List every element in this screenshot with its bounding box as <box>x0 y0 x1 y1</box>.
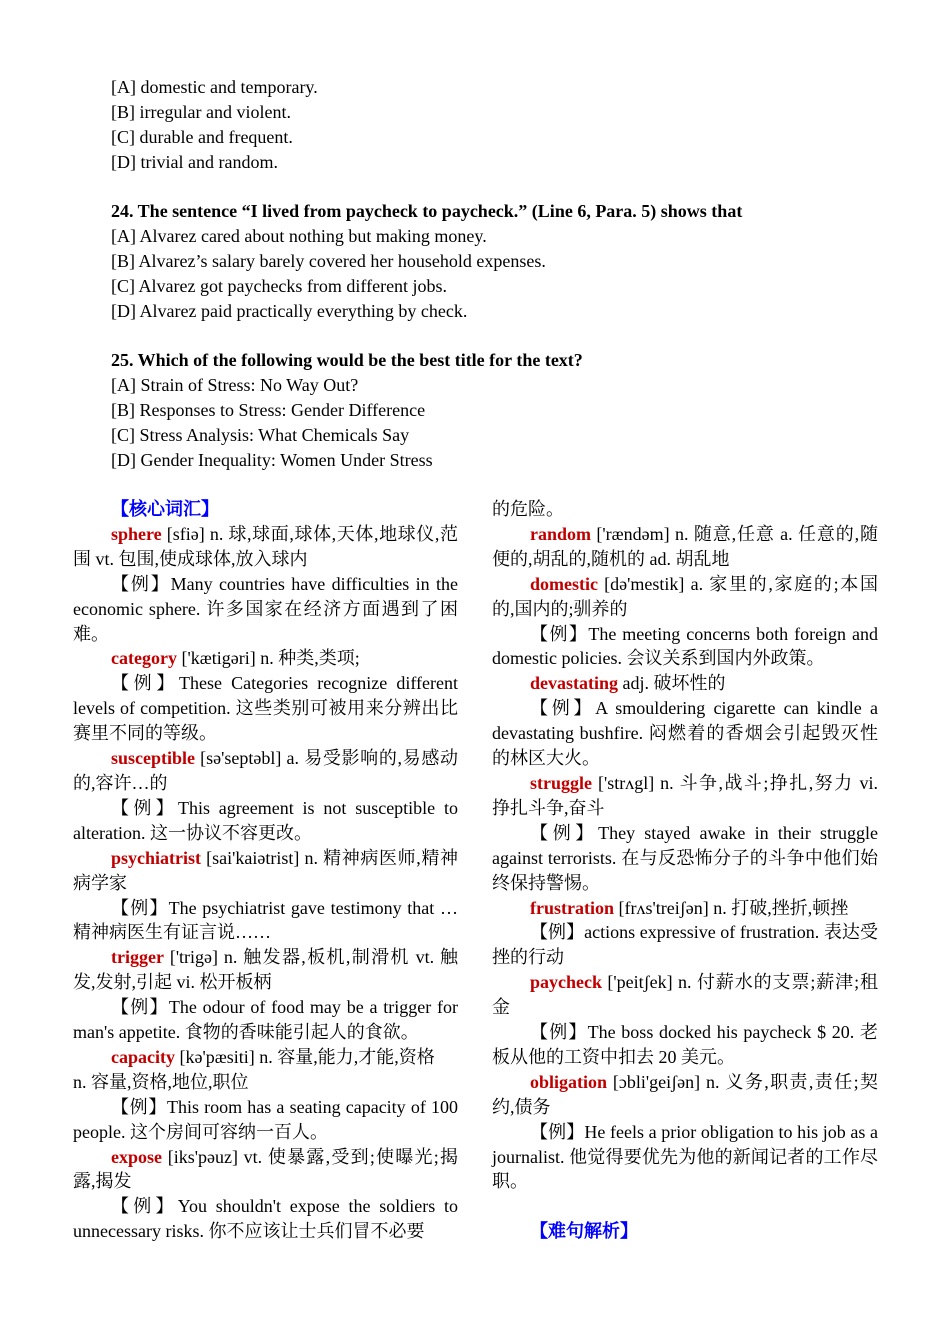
vocab-heading <box>73 497 458 522</box>
q23-option-b: [B] irregular and violent. <box>111 102 291 122</box>
definition-capacity-extra: n. 容量,资格,地位,职位 <box>73 1071 249 1092</box>
vocab-entry-expose <box>73 1145 458 1195</box>
definition: [frʌs'treiʃən] n. 打破,挫折,顿挫 <box>614 897 849 918</box>
vocab-left-column <box>73 497 458 1244</box>
difficult-sentences-heading <box>492 1219 878 1244</box>
definition: adj. 破坏性的 <box>618 673 726 694</box>
example-trigger: 【例】The odour of food may be a trigger for man's appetite. 食物的香味能引起人的食欲。 <box>73 997 458 1043</box>
definition: ['strʌgl] n. 斗争,战斗;挣扎,努力 vi. 挣扎斗争,奋斗 <box>492 772 878 818</box>
example-expose-continued: 的危险。 <box>492 499 564 519</box>
example-domestic: 【例】The meeting concerns both foreign and domestic policies. 会议关系到国内外政策。 <box>492 623 878 669</box>
headword: category <box>111 648 177 669</box>
headword: capacity <box>111 1046 175 1067</box>
headword: devastating <box>530 673 619 694</box>
q24-option-c: [C] Alvarez got paychecks from different jobs. <box>111 276 448 296</box>
example-category: 【例】These Categories recognize different levels of competition. 这些类别可被用来分辨出比赛里不同的等级。 <box>73 673 458 744</box>
q24-option-d: [D] Alvarez paid practically everything by check. <box>111 301 468 321</box>
q23-option-a: [A] domestic and temporary. <box>111 77 318 97</box>
q24-question: 24. The sentence “I lived from paycheck to paycheck.” (Line 6, Para. 5) shows that <box>111 201 743 221</box>
vocab-entry-frustration <box>492 896 878 921</box>
vocab-entry-category <box>73 646 458 671</box>
q23-option-c: [C] durable and frequent. <box>111 127 293 147</box>
headword: sphere <box>111 523 162 544</box>
headword: paycheck <box>530 972 602 993</box>
vocab-entry-sphere <box>73 522 458 572</box>
headword: struggle <box>530 772 592 793</box>
headword: domestic <box>530 573 598 594</box>
example-susceptible: 【例】This agreement is not susceptible to alteration. 这一协议不容更改。 <box>73 797 458 843</box>
vocab-entry-struggle <box>492 771 878 821</box>
headword: susceptible <box>111 748 196 769</box>
definition: [sə'septəbl] a. 易受影响的,易感动的,容许…的 <box>73 748 458 793</box>
definition: [sfiə] n. 球,球面,球体,天体,地球仪,范围 vt. 包围,使成球体,放入球内 <box>73 523 458 569</box>
vocab-entry-paycheck <box>492 970 878 1020</box>
definition: [sai'kaiətrist] n. 精神病医师,精神病学家 <box>73 847 458 893</box>
q25-option-a: [A] Strain of Stress: No Way Out? <box>111 375 359 395</box>
headword: random <box>530 523 592 544</box>
example-psychiatrist: 【例】The psychiatrist gave testimony that … 精神病医生有证言说…… <box>73 897 458 943</box>
q24-option-b: [B] Alvarez’s salary barely covered her household expenses. <box>111 251 546 271</box>
vocab-entry-capacity <box>73 1045 458 1070</box>
example-paycheck: 【例】The boss docked his paycheck $ 20. 老板从他的工资中扣去 20 美元。 <box>492 1022 878 1067</box>
q25-question: 25. Which of the following would be the best title for the text? <box>111 350 583 370</box>
example-sphere: 【例】Many countries have difficulties in the economic sphere. 许多国家在经济方面遇到了困难。 <box>73 573 458 644</box>
q25-option-b: [B] Responses to Stress: Gender Difference <box>111 400 426 420</box>
vocab-entry-obligation <box>492 1070 878 1120</box>
definition: ['peitʃek] n. 付薪水的支票;薪津;租金 <box>492 972 878 1018</box>
definition: [iks'pəuz] vt. 使暴露,受到;使曝光;揭露,揭发 <box>73 1146 458 1192</box>
headword: frustration <box>530 897 614 918</box>
q23-option-d: [D] trivial and random. <box>111 152 278 172</box>
definition: ['trigə] n. 触发器,板机,制滑机 vt. 触发,发射,引起 vi. 松开板柄 <box>73 947 458 993</box>
example-struggle: 【例】They stayed awake in their struggle against terrorists. 在与反恐怖分子的斗争中他们始终保持警惕。 <box>492 822 878 893</box>
definition: ['kætigəri] n. 种类,类项; <box>176 648 360 669</box>
headword: trigger <box>111 947 164 968</box>
vocab-entry-susceptible <box>73 746 458 796</box>
example-expose: 【例】You shouldn't expose the soldiers to unnecessary risks. 你不应该让士兵们冒不必要 <box>73 1196 458 1242</box>
example-capacity: 【例】This room has a seating capacity of 100 people. 这个房间可容纳一百人。 <box>73 1096 458 1142</box>
headword: obligation <box>530 1071 608 1092</box>
q25-option-d: [D] Gender Inequality: Women Under Stress <box>111 450 433 470</box>
definition: [də'mestik] a. 家里的,家庭的;本国的,国内的;驯养的 <box>492 573 878 619</box>
vocab-heading-label: 【核心词汇】 <box>111 499 219 519</box>
headword: psychiatrist <box>111 847 201 868</box>
vocab-entry-random <box>492 522 878 572</box>
vocab-right-column <box>492 497 878 1244</box>
example-obligation: 【例】He feels a prior obligation to his job as a journalist. 他觉得要优先为他的新闻记者的工作尽职。 <box>492 1121 878 1192</box>
q24-option-a: [A] Alvarez cared about nothing but making money. <box>111 226 487 246</box>
q25-option-c: [C] Stress Analysis: What Chemicals Say <box>111 425 410 445</box>
example-devastating: 【例】A smouldering cigarette can kindle a devastating bushfire. 闷燃着的香烟会引起毁灭性的林区大火。 <box>492 698 878 769</box>
vocab-entry-domestic <box>492 572 878 622</box>
headword: expose <box>111 1146 162 1167</box>
vocab-entry-trigger <box>73 945 458 995</box>
vocab-entry-devastating <box>492 671 878 696</box>
definition: ['rændəm] n. 随意,任意 a. 任意的,随便的,胡乱的,随机的 ad. 胡乱地 <box>492 523 878 569</box>
example-frustration: 【例】actions expressive of frustration. 表达受挫的行动 <box>492 922 878 968</box>
vocab-entry-psychiatrist <box>73 846 458 896</box>
spacer <box>492 1194 878 1219</box>
definition: [kə'pæsiti] n. 容量,能力,才能,资格 <box>174 1046 435 1067</box>
difficult-heading-label: 【难句解析】 <box>530 1221 638 1242</box>
definition: [ɔbli'geiʃən] n. 义务,职责,责任;契约,债务 <box>492 1071 878 1117</box>
